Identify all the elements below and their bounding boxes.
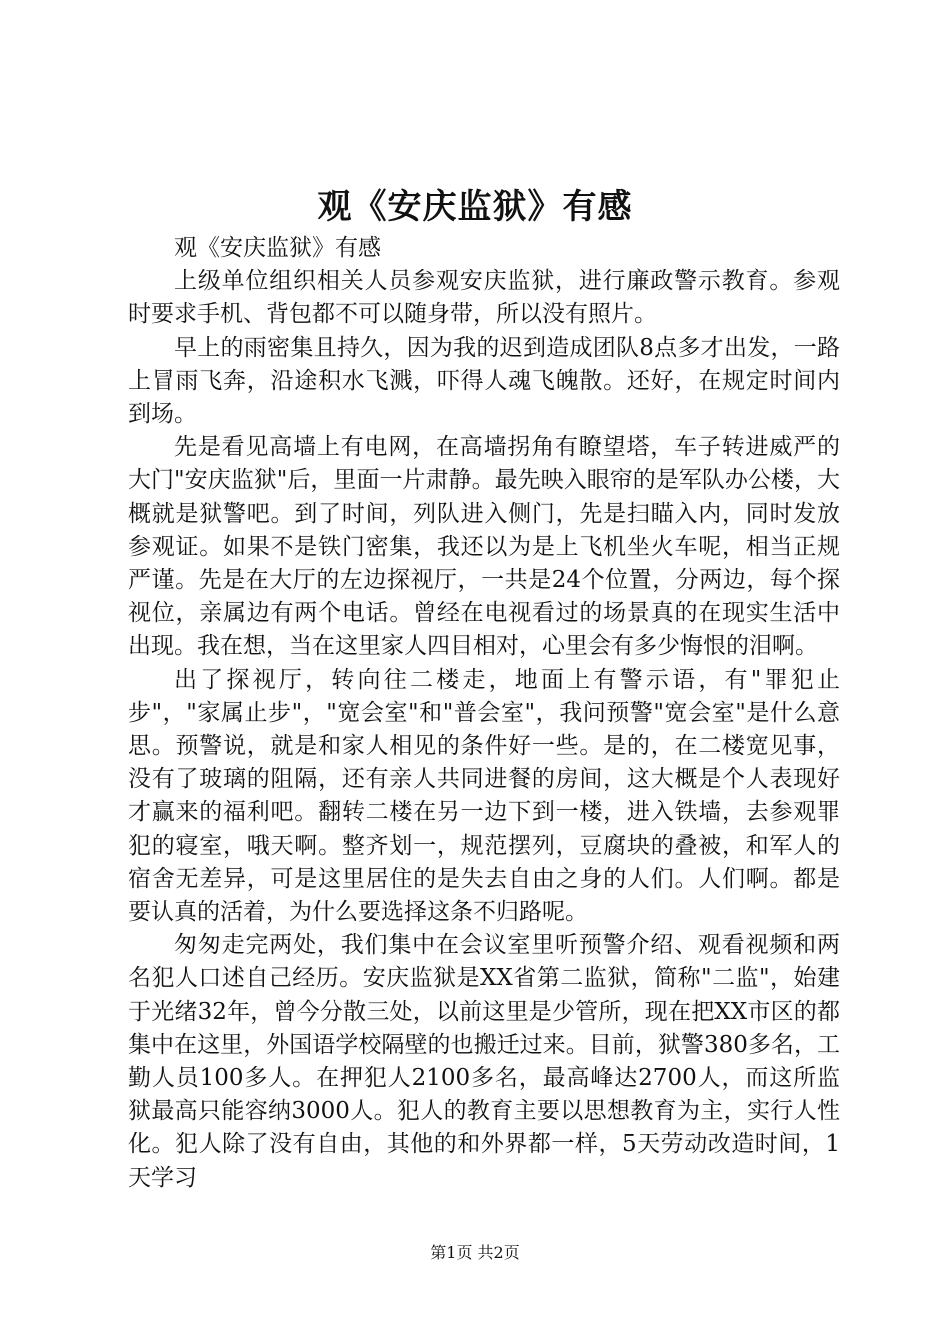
body-paragraph: 早上的雨密集且持久，因为我的迟到造成团队8点多才出发，一路上冒雨飞奔，沿途积水飞溅，吓得人魂飞魄散。还好，在规定时间内到场。 bbox=[128, 334, 840, 428]
body-paragraph: 上级单位组织相关人员参观安庆监狱，进行廉政警示教育。参观时要求手机、背包都不可以随身带，所以没有照片。 bbox=[128, 268, 840, 328]
body-paragraph: 先是看见高墙上有电网，在高墙拐角有瞭望塔，车子转进威严的大门"安庆监狱"后，里面一片肃静。最先映入眼帘的是军队办公楼，大概就是狱警吧。到了时间，列队进入侧门，先是扫瞄入内，同时发放参观证。如果不是铁门密集，我还以为是上飞机坐火车呢，相当正规严谨。先是在大厅的左边探视厅，一共是24个位置，分两边，每个探视位，亲属边有两个电话。曾经在电视看过的场景真的在现实生活中出现。我在想，当在这里家人四目相对，心里会有多少悔恨的泪啊。 bbox=[128, 434, 840, 660]
body-paragraph: 观《安庆监狱》有感 bbox=[174, 235, 381, 261]
document-title: 观《安庆监狱》有感 bbox=[317, 187, 633, 227]
page-number-footer: 第1页 共2页 bbox=[430, 1243, 520, 1262]
document-body bbox=[128, 232, 840, 1195]
body-paragraph: 匆匆走完两处，我们集中在会议室里听预警介绍、观看视频和两名犯人口述自己经历。安庆监狱是XX省第二监狱，简称"二监"，始建于光绪32年，曾今分散三处，以前这里是少管所，现在把XX市区的都集中在这里，外国语学校隔壁的也搬迁过来。目前，狱警380多名，工勤人员100多人。在押犯人2100多名，最高峰达2700人，而这所监狱最高只能容纳3000人。犯人的教育主要以思想教育为主，实行人性化。犯人除了没有自由，其他的和外界都一样，5天劳动改造时间，1天学习 bbox=[128, 932, 840, 1191]
body-paragraph: 出了探视厅，转向往二楼走，地面上有警示语，有"罪犯止步"，"家属止步"，"宽会室"和"普会室"，我问预警"宽会室"是什么意思。预警说，就是和家人相见的条件好一些。是的，在二楼宽见事，没有了玻璃的阻隔，还有亲人共同进餐的房间，这大概是个人表现好才赢来的福利吧。翻转二楼在另一边下到一楼，进入铁墙，去参观罪犯的寝室，哦天啊。整齐划一，规范摆列，豆腐块的叠被，和军人的宿舍无差异，可是这里居住的是失去自由之身的人们。人们啊。都是要认真的活着，为什么要选择这条不归路呢。 bbox=[128, 666, 840, 926]
